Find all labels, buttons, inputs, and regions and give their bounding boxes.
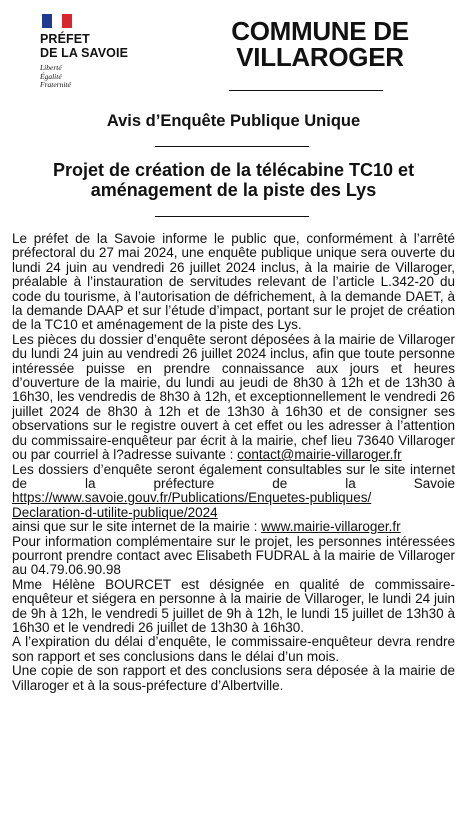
notice-body — [12, 232, 455, 693]
commune-line1: COMMUNE DE — [231, 16, 409, 46]
republic-motto — [40, 64, 190, 90]
project-title-line1: Projet de création de la télécabine TC10 et — [52, 160, 415, 180]
paragraph-dossier — [12, 333, 455, 463]
motto-liberte: Liberté — [40, 63, 62, 72]
prefecture-link[interactable] — [12, 490, 371, 519]
commune-title — [200, 18, 440, 70]
paragraph-prefecture-text: Les dossiers d’enquête seront également consultables sur le site internet de la préfecture de la Savoie — [12, 461, 455, 491]
prefecture-link-part1[interactable]: https://www.savoie.gouv.fr/Publications/Enquetes-publiques/ — [12, 490, 372, 506]
prefet-line1: PRÉFET — [40, 32, 90, 46]
project-title — [20, 160, 447, 200]
flag-red-stripe — [62, 14, 72, 28]
prefet-line2: DE LA SAVOIE — [40, 46, 129, 60]
paragraph-mairie-site — [12, 520, 455, 534]
notice-title: Avis d’Enquête Publique Unique — [106, 112, 361, 130]
divider-title — [155, 146, 309, 147]
divider-project — [155, 216, 309, 217]
motto-fraternite: Fraternité — [40, 80, 71, 89]
contact-email-link[interactable]: contact@mairie-villaroger.fr — [237, 447, 402, 463]
paragraph-expiration: A l’expiration du délai d’enquête, le commissaire-enquêteur devra rendre son rapport et ses conclusions dans le délai d’un mois. — [12, 634, 455, 664]
flag-blue-stripe — [42, 14, 52, 28]
paragraph-dossier-text: Les pièces du dossier d’enquête seront déposées à la mairie de Villaroger du lundi 24 juin au vendredi 26 juillet 2024 inclus, afin que toute personne intéressée puisse en prendre connaissance aux jours et heures d’ouverture de la mairie, du lundi au jeudi de 8h30 à 12h et de 13h30 à 16h30, les vendredis de 8h30 à 12h, et exceptionnellement le vendredi 26 juillet 2024 de 8h30 à 12h et de 13h30 à 16h30 et de consigner ses observations sur le registre ouvert à cet effet ou les adresser à l’attention du commissaire-enquêteur par écrit à la mairie, chef lieu 73640 Villaroger ou par courriel à l?adresse suivante : — [12, 331, 455, 463]
project-title-line2: aménagement de la piste des Lys — [90, 180, 377, 200]
paragraph-commissaire: Mme Hélène BOURCET est désignée en qualité de commissaire-enquêteur et siégera en personne à la mairie de Villaroger, le lundi 24 juin de 9h à 12h, le vendredi 5 juillet de 9h à 12h, le lundi 15 juillet de 13h30 à 16h30 et le vendredi 26 juillet de 13h30 à 16h30. — [12, 576, 455, 635]
commune-line2: VILLAROGER — [236, 42, 404, 72]
mairie-website-link[interactable]: www.mairie-villaroger.fr — [261, 519, 401, 535]
marianne-flag-icon — [42, 14, 72, 28]
divider-commune — [229, 90, 383, 91]
prefet-title — [40, 32, 190, 60]
motto-egalite: Égalité — [40, 71, 62, 81]
paragraph-contact: Pour information complémentaire sur le projet, les personnes intéressées pourront prendre contact avec Elisabeth FUDRAL à la mairie de Villaroger au 04.79.06.90.98 — [12, 533, 455, 578]
flag-white-stripe — [52, 14, 62, 28]
prefecture-link-part2[interactable]: Declaration-d-utilite-publique/2024 — [12, 504, 218, 520]
paragraph-prefecture-site — [12, 463, 455, 521]
prefet-logo-block — [40, 14, 190, 90]
paragraph-copy: Une copie de son rapport et des conclusions sera déposée à la mairie de Villaroger et à la sous-préfecture d’Albertville. — [12, 663, 455, 693]
paragraph-intro: Le préfet de la Savoie informe le public que, conformément à l’arrêté préfectoral du 27 mai 2024, une enquête publique unique sera ouverte du lundi 24 juin au vendredi 26 juillet 2024 inclus, à la mairie de Villaroger, préalable à l’instauration de servitudes relevant de l’article L.342-20 du code du tourisme, à l’autorisation de défrichement, à la demande DAET, à la demande DAAP et sur l’étude d’impact, portant sur le projet de création de la TC10 et aménagement de la piste des Lys. — [12, 231, 455, 333]
paragraph-mairie-text: ainsi que sur le site internet de la mairie : — [12, 519, 258, 535]
